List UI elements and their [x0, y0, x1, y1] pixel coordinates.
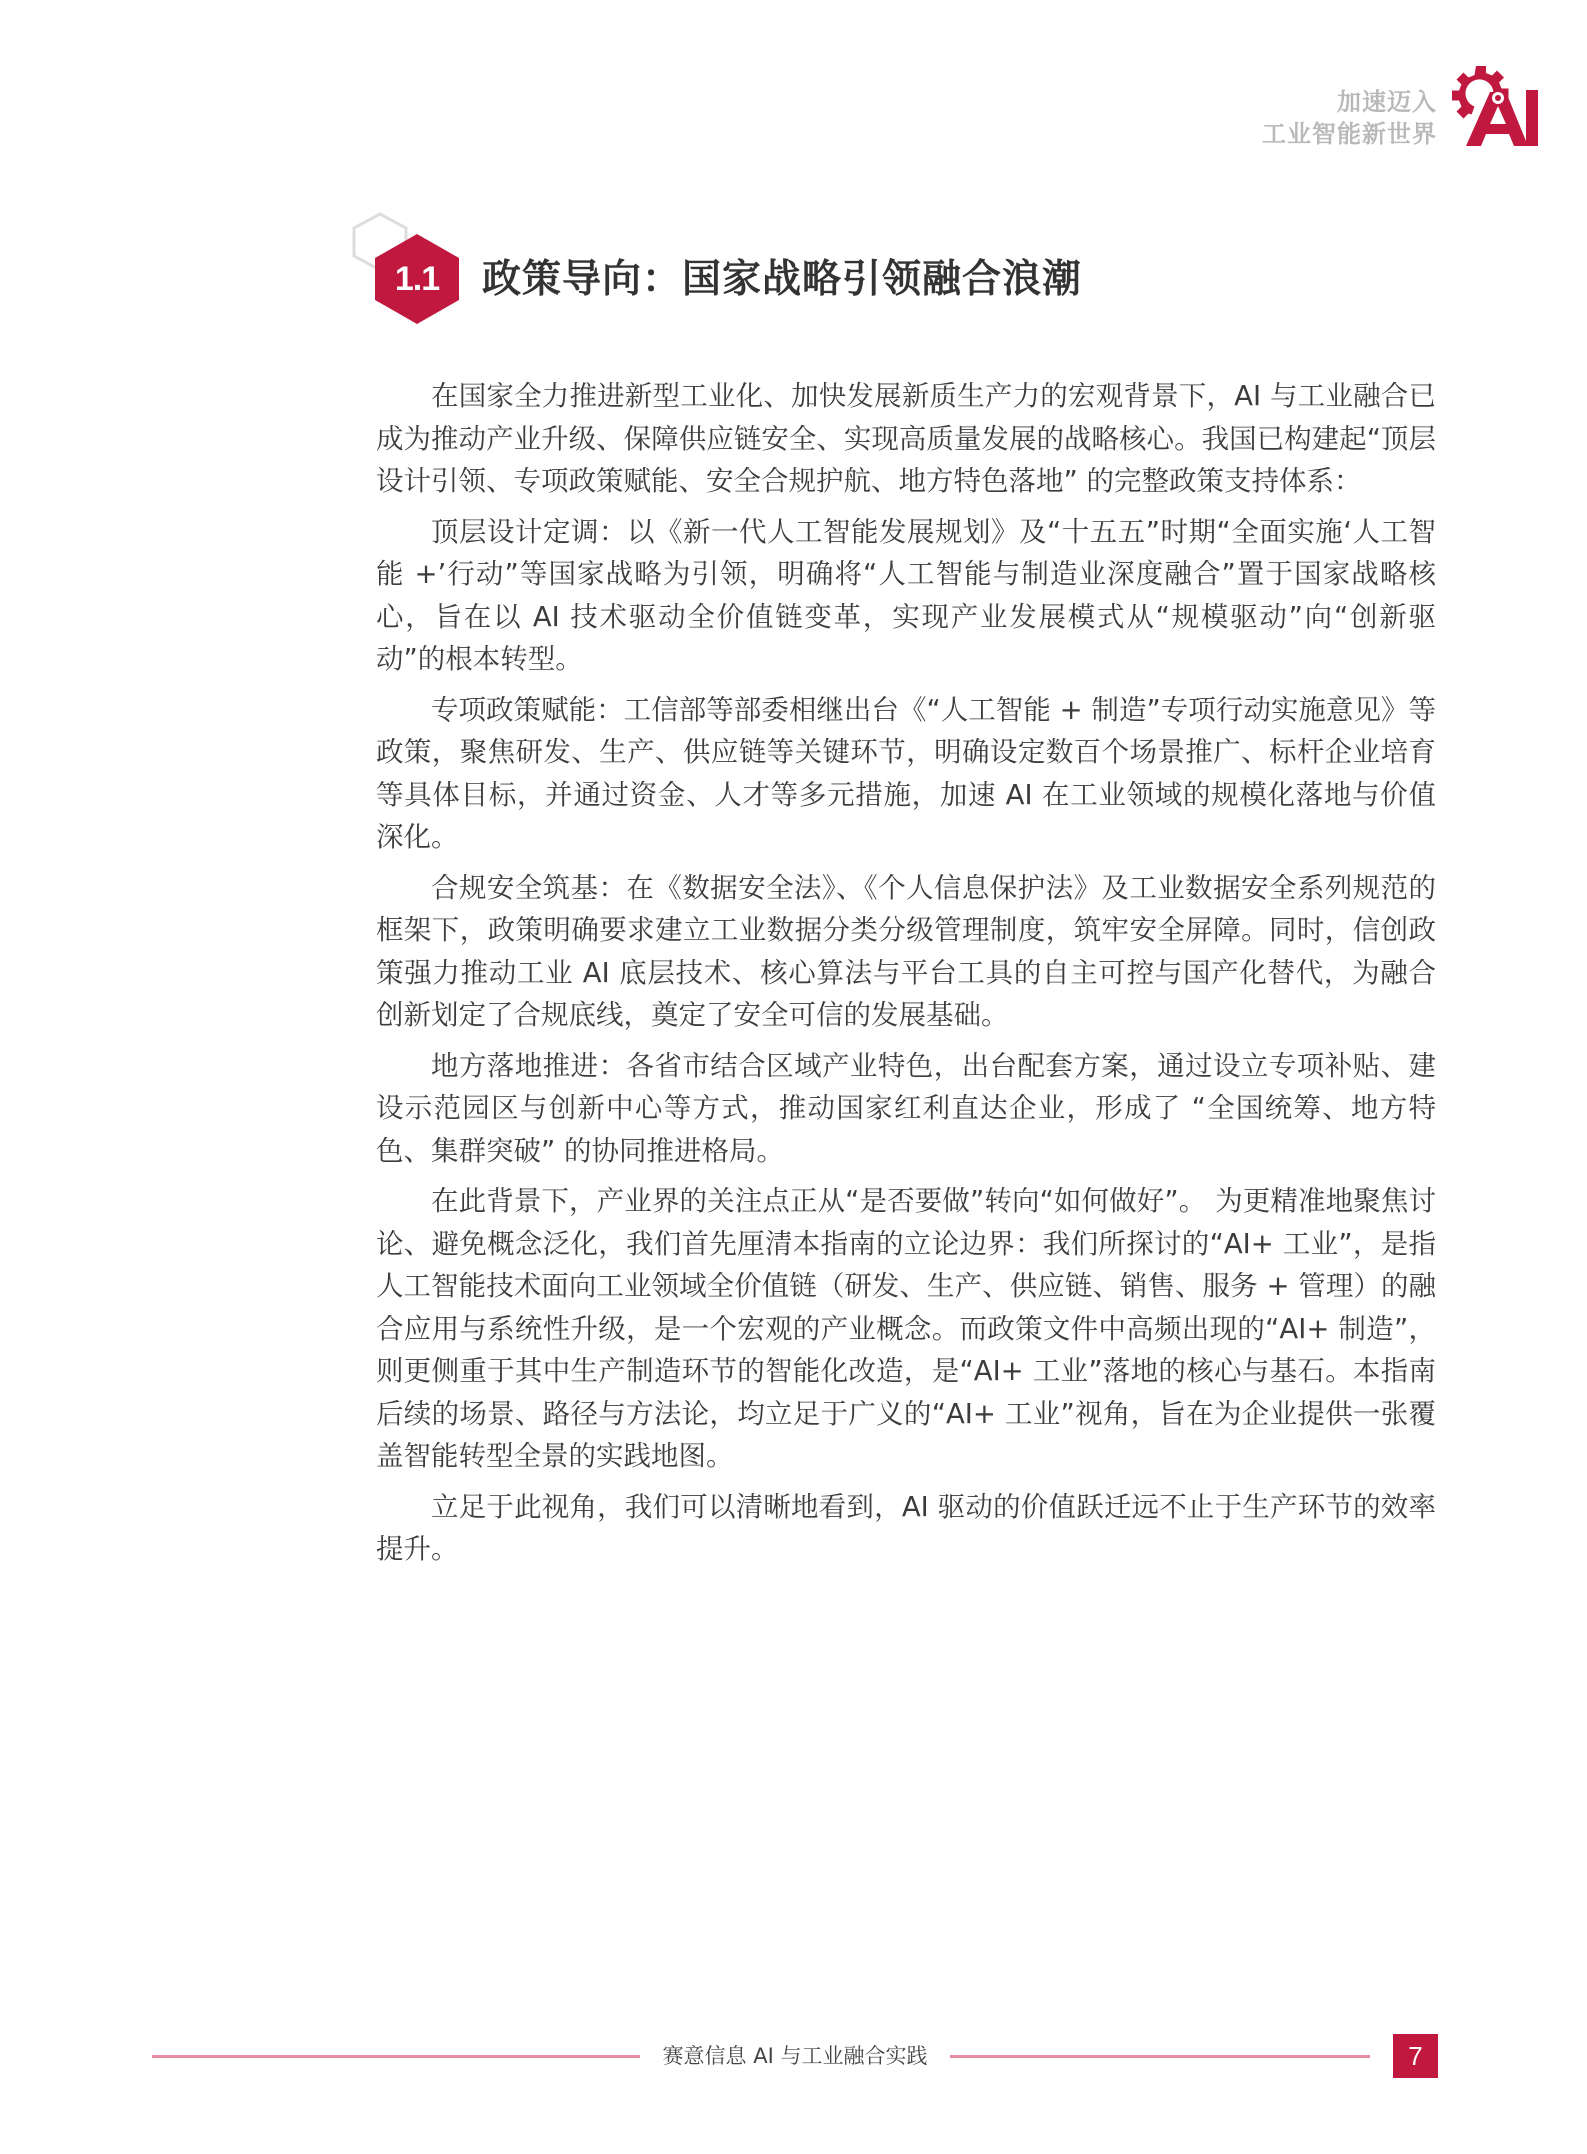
paragraph-conclusion: 立足于此视角，我们可以清晰地看到，AI 驱动的价值跃迁远不止于生产环节的效率提升。 — [376, 1490, 1436, 1565]
paragraph-top-level-design: 顶层设计定调：以《新一代人工智能发展规划》及“十五五”时期“全面实施‘人工智能 +’行动”等国家战略为引领，明确将“人工智能与制造业深度融合”置于国家战略核心，旨在以 AI 技术驱动全价值链变革，实现产业发展模式从“规模驱动”向“创新驱动”的根本转型。 — [376, 515, 1436, 675]
page-footer — [0, 2030, 1587, 2082]
footer-divider-right — [950, 2055, 1370, 2058]
section-heading — [350, 208, 1450, 328]
paragraph-special-policy: 专项政策赋能：工信部等部委相继出台《“人工智能 + 制造”专项行动实施意见》等政策，聚焦研发、生产、供应链等关键环节，明确设定数百个场景推广、标杆企业培育等具体目标，并通过资金、人才等多元措施，加速 AI 在工业领域的规模化落地与价值深化。 — [376, 693, 1436, 853]
footer-title: 赛意信息 AI 与工业融合实践 — [662, 2044, 928, 2068]
paragraph-compliance-security: 合规安全筑基：在《数据安全法》、《个人信息保护法》及工业数据安全系列规范的框架下，政策明确要求建立工业数据分类分级管理制度，筑牢安全屏障。同时，信创政策强力推动工业 AI 底层技术、核心算法与平台工具的自主可控与国产化替代，为融合创新划定了合规底线，奠定了安全可信的发展基础。 — [376, 871, 1436, 1031]
section-number: 1.1 — [394, 259, 440, 298]
section-title: 政策导向：国家战略引领融合浪潮 — [482, 257, 1083, 302]
header-tagline — [1262, 86, 1437, 150]
paragraph-intro: 在国家全力推进新型工业化、加快发展新质生产力的宏观背景下，AI 与工业融合已成为推动产业升级、保障供应链安全、实现高质量发展的战略核心。我国已构建起“顶层设计引领、专项政策赋能、安全合规护航、地方特色落地” 的完整政策支持体系： — [376, 380, 1436, 497]
ai-gear-logo-icon — [1448, 62, 1538, 148]
paragraph-context-definition: 在此背景下，产业界的关注点正从“是否要做”转向“如何做好”。 为更精准地聚焦讨论、避免概念泛化，我们首先厘清本指南的立论边界：我们所探讨的“AI+ 工业”，是指人工智能技术面向工业领域全价值链（研发、生产、供应链、销售、服务 + 管理）的融合应用与系统性升级，是一个宏观的产业概念。而政策文件中高频出现的“AI+ 制造”，则更侧重于其中生产制造环节的智能化改造，是“AI+ 工业”落地的核心与基石。本指南后续的场景、路径与方法论，均立足于广义的“AI+ 工业”视角，旨在为企业提供一张覆盖智能转型全景的实践地图。 — [376, 1185, 1436, 1472]
paragraph-local-implementation: 地方落地推进：各省市结合区域产业特色，出台配套方案，通过设立专项补贴、建设示范园区与创新中心等方式，推动国家红利直达企业，形成了 “全国统筹、地方特色、集群突破” 的协同推进格局。 — [376, 1049, 1436, 1167]
tagline-line-1: 加速迈入 — [1337, 88, 1437, 116]
tagline-line-2: 工业智能新世界 — [1262, 120, 1437, 148]
page-number: 7 — [1393, 2034, 1438, 2078]
footer-divider-left — [152, 2055, 640, 2058]
body-text — [376, 375, 1436, 1579]
